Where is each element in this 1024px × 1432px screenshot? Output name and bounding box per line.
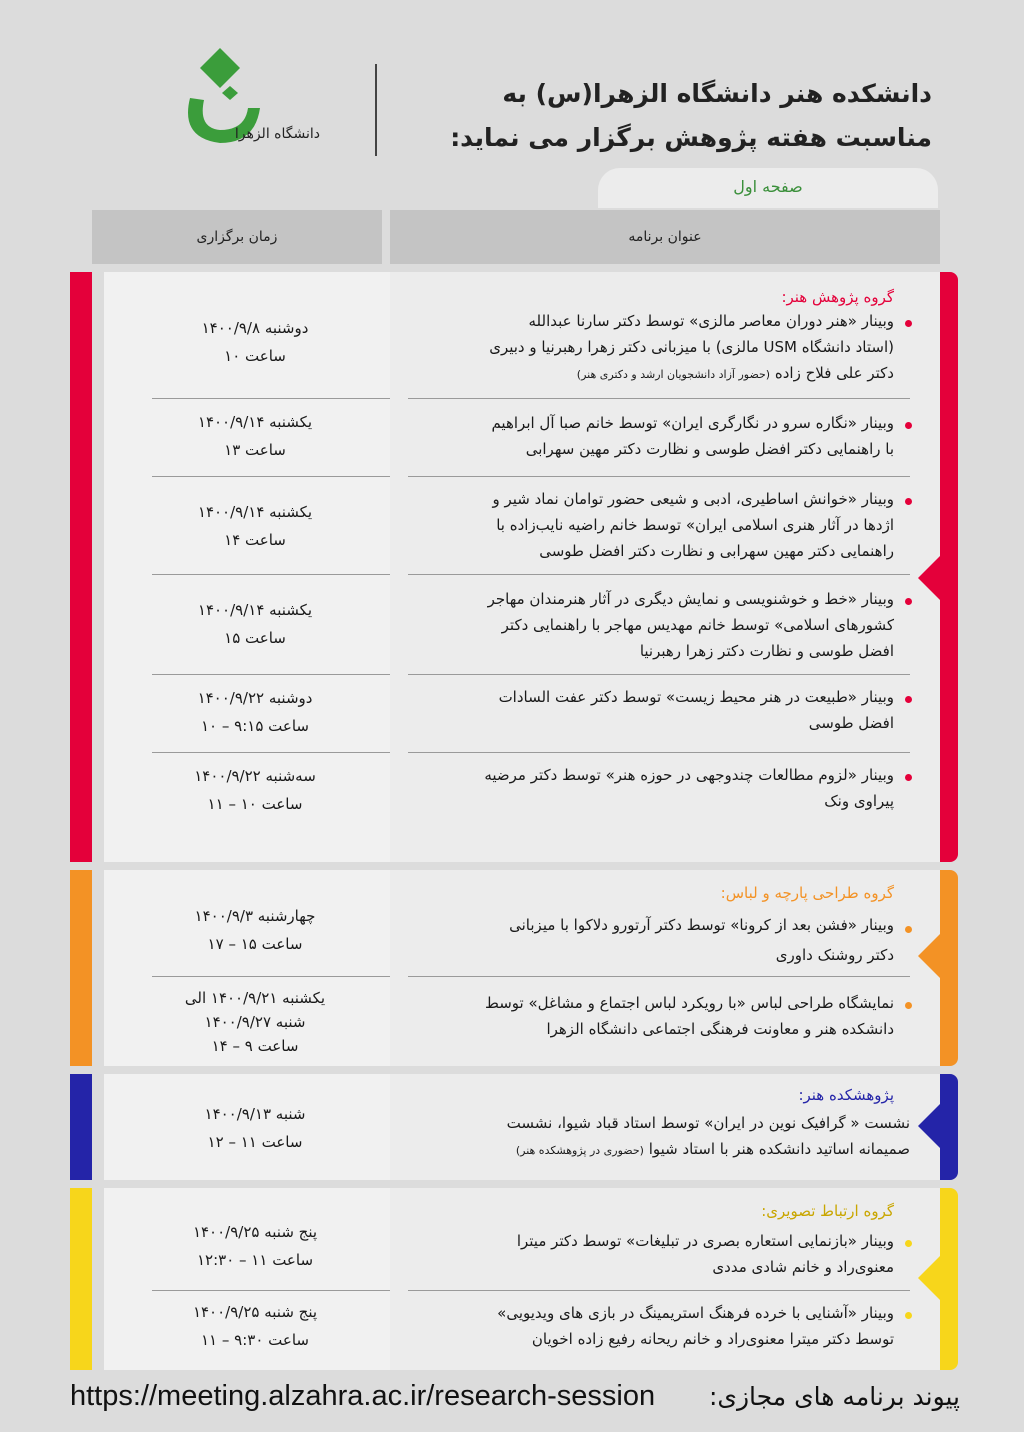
section-color-bar (70, 1074, 92, 1180)
program-line-text: صمیمانه اساتید دانشکده هنر با استاد شیوا (648, 1140, 910, 1158)
program-line: وبینار «بازنمایی استعاره بصری در تبلیغات» توسط دکتر میترا (516, 1232, 894, 1250)
program-note: (حضور آزاد دانشجویان ارشد و دکتری هنر) (576, 368, 771, 381)
bullet-icon (905, 498, 912, 505)
page-title (372, 72, 932, 160)
section-edge-bar (940, 272, 958, 862)
program-entry (394, 308, 894, 388)
event-date: سه‌شنبه ۱۴۰۰/۹/۲۲ (194, 767, 316, 785)
arrow-marker-icon (918, 1104, 940, 1148)
schedule-time (104, 596, 406, 652)
program-line: با راهنمایی دکتر افضل طوسی و نظارت دکتر مهین سهرابی (525, 440, 894, 458)
event-date: یکشنبه ۱۴۰۰/۹/۲۱ الی (184, 989, 326, 1007)
event-hour: ساعت ۱۱ – ۱۲:۳۰ (196, 1251, 314, 1269)
section-edge-bar (940, 1074, 958, 1180)
section-color-bar (70, 1188, 92, 1370)
time-cell (104, 272, 406, 862)
event-date: یکشنبه ۱۴۰۰/۹/۱۴ (197, 503, 313, 521)
bullet-icon (905, 320, 912, 327)
arrow-marker-icon (918, 1256, 940, 1300)
title-line-2: مناسبت هفته پژوهش برگزار می نماید: (450, 123, 932, 152)
program-cell (390, 1188, 940, 1370)
section-edge-bar (940, 1188, 958, 1370)
schedule-time (104, 986, 406, 1058)
bullet-icon (905, 1312, 912, 1319)
schedule-time (104, 1218, 406, 1274)
program-entry (394, 990, 894, 1042)
program-line: وبینار «خط و خوشنویسی و نمایش دیگری در آثار هنرمندان مهاجر (487, 590, 894, 608)
program-line: اژدها در آثار هنری اسلامی ایران» توسط خانم راضیه نایب‌زاده با (496, 516, 894, 534)
event-hour: ساعت ۱۱ – ۱۲ (207, 1133, 303, 1151)
arrow-marker-icon (918, 934, 940, 978)
arrow-marker-icon (918, 556, 940, 600)
row-divider (152, 398, 402, 399)
bullet-icon (905, 1002, 912, 1009)
event-hour: ساعت ۱۴ (224, 531, 286, 549)
event-hour: ساعت ۱۰ – ۱۱ (207, 795, 303, 813)
bullet-icon (905, 598, 912, 605)
column-header-program: عنوان برنامه (390, 210, 940, 264)
section-art-institute (70, 1074, 958, 1180)
bullet-icon (905, 1240, 912, 1247)
event-hour: ساعت ۱۳ (224, 441, 286, 459)
group-title: گروه پژوهش هنر: (781, 288, 894, 306)
row-divider (408, 752, 910, 753)
event-date: دوشنبه ۱۴۰۰/۹/۸ (201, 319, 309, 337)
event-date: پنج شنبه ۱۴۰۰/۹/۲۵ (192, 1303, 318, 1321)
program-line: معنوی‌راد و خانم شادی مددی (712, 1258, 894, 1276)
header (0, 0, 1024, 170)
program-cell (390, 870, 940, 1066)
section-visual-communication (70, 1188, 958, 1370)
row-divider (152, 1290, 402, 1291)
program-line: توسط دکتر میترا معنوی‌راد و خانم ریحانه رفیع زاده اخویان (531, 1330, 894, 1348)
program-entry (394, 410, 894, 462)
bullet-icon (905, 774, 912, 781)
program-line: وبینار «فشن بعد از کرونا» توسط دکتر آرتورو دلاکوا با میزبانی (509, 916, 894, 934)
event-hour: ساعت ۱۵ – ۱۷ (207, 935, 303, 953)
bullet-icon (905, 696, 912, 703)
program-line: افضل طوسی (808, 714, 894, 732)
event-date: دوشنبه ۱۴۰۰/۹/۲۲ (197, 689, 313, 707)
alzahra-university-logo (160, 38, 330, 158)
footer (0, 1376, 1024, 1428)
schedule-time (104, 498, 406, 554)
virtual-session-label: پیوند برنامه های مجازی: (708, 1382, 960, 1411)
program-entry (394, 910, 894, 970)
program-entry (394, 762, 894, 814)
row-divider (408, 398, 910, 399)
event-hour: ساعت ۱۰ (224, 347, 286, 365)
group-title: پژوهشکده هنر: (798, 1086, 894, 1104)
event-hour: ساعت ۹ – ۱۴ (211, 1037, 299, 1055)
section-textile-design (70, 870, 958, 1066)
program-entry (394, 1228, 894, 1280)
program-line: وبینار «آشنایی با خرده فرهنگ استریمینگ در بازی های ویدیویی» (497, 1304, 894, 1322)
row-divider (408, 574, 910, 575)
schedule-time (104, 762, 406, 818)
schedule-time (104, 1100, 406, 1156)
program-line: وبینار «لزوم مطالعات چندوجهی در حوزه هنر» توسط دکتر مرضیه (484, 766, 894, 784)
section-color-bar (70, 272, 92, 862)
row-divider (152, 976, 402, 977)
row-divider (152, 674, 402, 675)
program-line (394, 360, 894, 388)
event-date: چهارشنبه ۱۴۰۰/۹/۳ (194, 907, 316, 925)
row-divider (152, 574, 402, 575)
program-line: وبینار «خوانش اساطیری، ادبی و شیعی حضور توامان نماد شیر و (492, 490, 894, 508)
program-line: نمایشگاه طراحی لباس «با رویکرد لباس اجتماع و مشاغل» توسط (484, 994, 894, 1012)
row-divider (408, 976, 910, 977)
program-entry (394, 586, 894, 664)
virtual-session-link[interactable]: https://meeting.alzahra.ac.ir/research-session (70, 1380, 656, 1412)
program-line: وبینار «طبیعت در هنر محیط زیست» توسط دکتر عفت السادات (498, 688, 894, 706)
program-line: افضل طوسی و نظارت دکتر زهرا رهبرنیا (639, 642, 894, 660)
event-hour: ساعت ۱۵ (224, 629, 286, 647)
event-date: یکشنبه ۱۴۰۰/۹/۱۴ (197, 413, 313, 431)
program-note: (حضوری در پژوهشکده هنر) (515, 1144, 644, 1157)
page-tab: صفحه اول (598, 168, 938, 208)
row-divider (408, 1290, 910, 1291)
group-title: گروه طراحی پارچه و لباس: (720, 884, 894, 902)
schedule-time (104, 1298, 406, 1354)
program-line (390, 1136, 910, 1164)
program-line: نشست « گرافیک نوین در ایران» توسط استاد قباد شیوا، نشست (506, 1114, 910, 1132)
group-title: گروه ارتباط تصویری: (761, 1202, 894, 1220)
program-line: راهنمایی دکتر مهین سهرابی و نظارت دکتر افضل طوسی (539, 542, 894, 560)
program-line: دکتر روشنک داوری (775, 946, 894, 964)
event-date: یکشنبه ۱۴۰۰/۹/۱۴ (197, 601, 313, 619)
section-color-bar (70, 870, 92, 1066)
program-entry (394, 486, 894, 564)
section-art-research (70, 272, 958, 862)
program-line: دانشکده هنر و معاونت فرهنگی اجتماعی دانشگاه الزهرا (546, 1020, 894, 1038)
bullet-icon (905, 926, 912, 933)
schedule-time (104, 314, 406, 370)
program-line-text: دکتر علی فلاح زاده (774, 364, 894, 382)
time-cell (104, 1188, 406, 1370)
row-divider (152, 752, 402, 753)
title-line-1: دانشکده هنر دانشگاه الزهرا(س) به (502, 79, 932, 108)
time-cell (104, 1074, 406, 1180)
row-divider (152, 476, 402, 477)
schedule-time (104, 408, 406, 464)
section-edge-bar (940, 870, 958, 1066)
program-entry (394, 1300, 894, 1352)
event-date-end: شنبه ۱۴۰۰/۹/۲۷ (204, 1013, 306, 1031)
program-cell (390, 1074, 940, 1180)
program-entry (390, 1110, 910, 1164)
event-date: پنج شنبه ۱۴۰۰/۹/۲۵ (192, 1223, 318, 1241)
bullet-icon (905, 422, 912, 429)
logo-text: دانشگاه الزهرا (234, 126, 320, 142)
schedule-time (104, 684, 406, 740)
row-divider (408, 674, 910, 675)
program-entry (394, 684, 894, 736)
program-line: پیراوی ونک (824, 792, 894, 810)
program-line: کشورهای اسلامی» توسط خانم مهدیس مهاجر با راهنمایی دکتر (501, 616, 894, 634)
schedule-time (104, 902, 406, 958)
row-divider (408, 476, 910, 477)
event-hour: ساعت ۹:۱۵ – ۱۰ (201, 717, 309, 735)
event-hour: ساعت ۹:۳۰ – ۱۱ (201, 1331, 309, 1349)
column-header-time: زمان برگزاری (92, 210, 382, 264)
program-line: (استاد دانشگاه USM مالزی) با میزبانی دکتر زهرا رهبرنیا و دبیری (489, 338, 894, 356)
time-cell (104, 870, 406, 1066)
program-cell (390, 272, 940, 862)
program-line: وبینار «نگاره سرو در نگارگری ایران» توسط خانم صبا آل ابراهیم (491, 414, 894, 432)
event-date: شنبه ۱۴۰۰/۹/۱۳ (204, 1105, 306, 1123)
program-line: وبینار «هنر دوران معاصر مالزی» توسط دکتر سارنا عبدالله (528, 312, 894, 330)
